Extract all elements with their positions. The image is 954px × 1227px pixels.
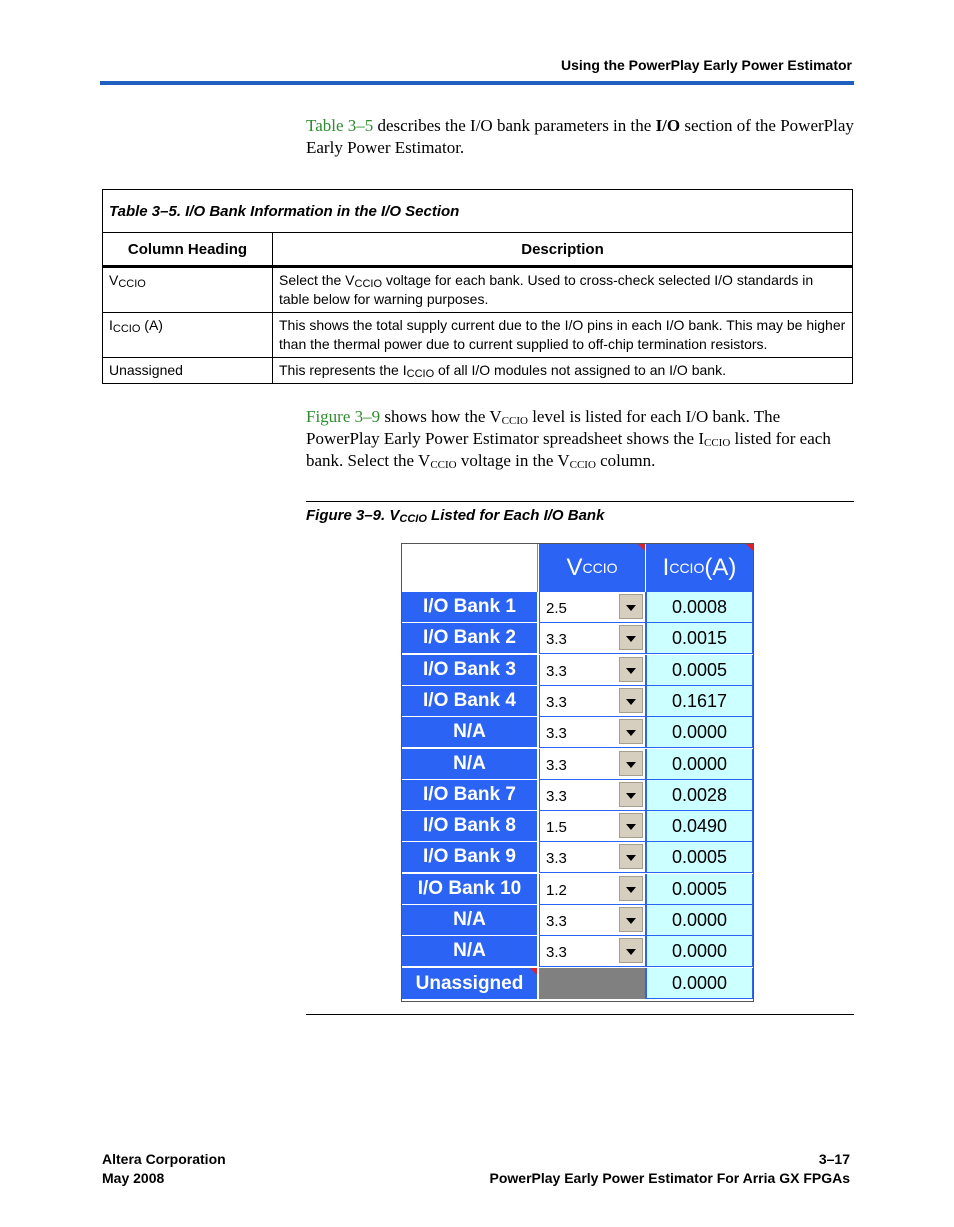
comment-marker	[530, 968, 537, 975]
vccio-select[interactable]	[539, 592, 646, 623]
io-bank-table	[102, 189, 853, 384]
comment-marker	[746, 544, 753, 551]
dropdown-arrow-icon[interactable]	[619, 907, 643, 932]
bank-label: I/O Bank 8	[402, 811, 538, 842]
header-rule	[100, 81, 854, 85]
vccio-value: 3.3	[546, 663, 567, 680]
dropdown-arrow-icon[interactable]	[619, 594, 643, 619]
intro-bold: I/O	[655, 116, 681, 135]
vccio-select[interactable]	[539, 936, 646, 967]
bank-label: I/O Bank 9	[402, 842, 538, 873]
dropdown-arrow-icon[interactable]	[619, 813, 643, 838]
iccio-value: 0.0000	[646, 749, 753, 780]
table-row	[103, 267, 853, 313]
footer-left	[102, 1150, 226, 1188]
figure-intro-paragraph: Figure 3–9 shows how the $V_{CCIO}$ level is listed for each I/O bank. The PowerPlay Early Power Estimator spreadsheet shows the $I_{CCIO}$ listed for each bank. Select the $V_{CCIO}$ voltage in the $V_{CCIO}$ column.	[306, 407, 831, 471]
dropdown-arrow-icon[interactable]	[619, 688, 643, 713]
vccio-value: 1.2	[546, 882, 567, 899]
bank-label: I/O Bank 10	[402, 874, 538, 905]
empty-vccio-cell	[539, 968, 646, 999]
iccio-value: 0.0000	[646, 905, 753, 936]
vccio-value: 3.3	[546, 694, 567, 711]
bank-label: I/O Bank 3	[402, 655, 538, 686]
iccio-column-header: I CCIO (A)	[646, 544, 753, 592]
row-description: Select the $V_{CCIO}$ voltage for each bank. Used to cross-check selected I/O standards in table below for warning purposes.	[273, 267, 853, 313]
dropdown-arrow-icon[interactable]	[619, 657, 643, 682]
iccio-value: 0.0015	[646, 623, 753, 654]
iccio-value: 0.0005	[646, 874, 753, 905]
table-link[interactable]: Table 3–5	[306, 116, 374, 135]
bank-label: N/A	[402, 936, 538, 967]
figure-link[interactable]: Figure 3–9	[306, 407, 381, 426]
bank-label: N/A	[402, 717, 538, 748]
dropdown-arrow-icon[interactable]	[619, 751, 643, 776]
row-description: This shows the total supply current due to the I/O pins in each I/O bank. This may be higher than the thermal power due to current supplied to off-chip termination resistors.	[273, 313, 853, 358]
vccio-select[interactable]	[539, 811, 646, 842]
vccio-value: 3.3	[546, 850, 567, 867]
iccio-value: 0.0490	[646, 811, 753, 842]
vccio-select[interactable]	[539, 717, 646, 748]
dropdown-arrow-icon[interactable]	[619, 938, 643, 963]
vccio-value: 3.3	[546, 788, 567, 805]
vccio-value: 3.3	[546, 913, 567, 930]
running-header: Using the PowerPlay Early Power Estimator	[561, 57, 852, 73]
footer-right	[490, 1150, 851, 1188]
dropdown-arrow-icon[interactable]	[619, 844, 643, 869]
vccio-value: 3.3	[546, 757, 567, 774]
row-heading: $V_{CCIO}$	[103, 267, 273, 313]
iccio-value: 0.0008	[646, 592, 753, 623]
table-row	[103, 313, 853, 358]
dropdown-arrow-icon[interactable]	[619, 625, 643, 650]
figure-rule-top	[306, 501, 854, 502]
footer-company: Altera Corporation	[102, 1151, 226, 1167]
column-heading-header: Column Heading	[103, 233, 273, 267]
vccio-value: 1.5	[546, 819, 567, 836]
bank-label: I/O Bank 1	[402, 592, 538, 623]
figure-caption: Figure 3–9. $V_{CCIO}$ Listed for Each I/O Bank	[306, 507, 605, 525]
footer-date: May 2008	[102, 1170, 165, 1186]
vccio-select[interactable]	[539, 905, 646, 936]
vccio-select[interactable]	[539, 686, 646, 717]
bank-label: I/O Bank 7	[402, 780, 538, 811]
iccio-value: 0.0005	[646, 655, 753, 686]
corner-cell	[402, 544, 538, 592]
dropdown-arrow-icon[interactable]	[619, 782, 643, 807]
bank-label: I/O Bank 4	[402, 686, 538, 717]
row-heading: Unassigned	[103, 358, 273, 384]
row-description: This represents the $I_{CCIO}$ of all I/O modules not assigned to an I/O bank.	[273, 358, 853, 384]
intro-text-a: describes the I/O bank parameters in the	[373, 116, 656, 135]
vccio-select[interactable]	[539, 749, 646, 780]
iccio-value: 0.0000	[646, 717, 753, 748]
table-caption: Table 3–5. I/O Bank Information in the I/O Section	[103, 190, 853, 233]
spreadsheet-figure	[401, 543, 754, 1002]
dropdown-arrow-icon[interactable]	[619, 719, 643, 744]
vccio-value: 2.5	[546, 600, 567, 617]
vccio-value: 3.3	[546, 944, 567, 961]
unassigned-label: Unassigned	[402, 968, 538, 999]
footer-page-number: 3–17	[818, 1151, 850, 1167]
vccio-column-header: V CCIO	[539, 544, 646, 592]
intro-paragraph	[306, 115, 854, 159]
iccio-value: 0.1617	[646, 686, 753, 717]
table-row	[103, 358, 853, 384]
bank-label: I/O Bank 2	[402, 623, 538, 654]
vccio-select[interactable]	[539, 874, 646, 905]
vccio-value: 3.3	[546, 725, 567, 742]
iccio-value: 0.0000	[646, 968, 753, 999]
description-header: Description	[273, 233, 853, 267]
vccio-select[interactable]	[539, 655, 646, 686]
vccio-select[interactable]	[539, 623, 646, 654]
intro-text-b: section of the PowerPlay Early Power Estimator.	[306, 116, 854, 157]
dropdown-arrow-icon[interactable]	[619, 876, 643, 901]
footer-doc-title: PowerPlay Early Power Estimator For Arria GX FPGAs	[489, 1170, 850, 1186]
comment-marker	[638, 544, 645, 551]
figure-rule-bottom	[306, 1014, 854, 1015]
iccio-value: 0.0028	[646, 780, 753, 811]
bank-label: N/A	[402, 749, 538, 780]
vccio-value: 3.3	[546, 631, 567, 648]
vccio-select[interactable]	[539, 780, 646, 811]
bank-label: N/A	[402, 905, 538, 936]
row-heading: $I_{CCIO}$ (A)	[103, 313, 273, 358]
vccio-select[interactable]	[539, 842, 646, 873]
iccio-value: 0.0000	[646, 936, 753, 967]
iccio-value: 0.0005	[646, 842, 753, 873]
